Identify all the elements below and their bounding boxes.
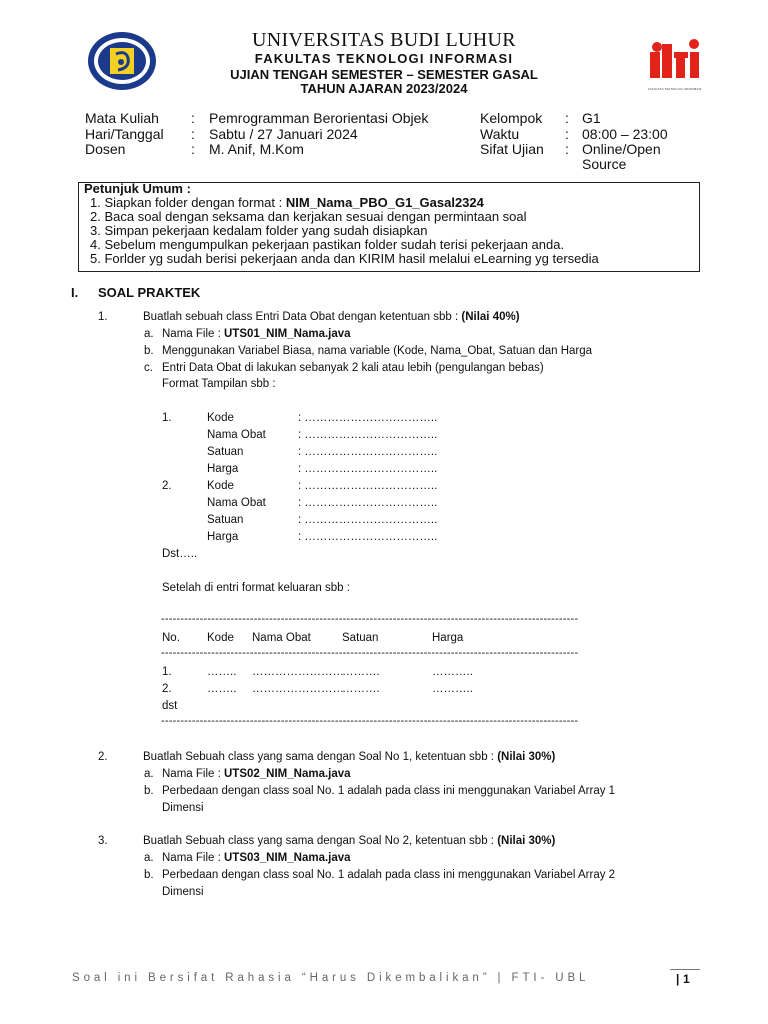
entry-field-fill: : …………………………….. <box>298 480 438 492</box>
table-cell: …………………… <box>252 666 344 678</box>
q3-b-text-cont: Dimensi <box>162 886 204 898</box>
instruction-text: Forlder yg sudah berisi pekerjaan anda dan KIRIM hasil melalui eLearning yg tersedia <box>104 251 599 266</box>
info-value: Pemrogramman Berorientasi Objek <box>209 110 429 126</box>
output-label: Setelah di entri format keluaran sbb : <box>162 582 350 594</box>
q1-a-label: a. <box>144 328 154 340</box>
info-label: Sifat Ujian <box>480 141 544 157</box>
q1-filename: UTS01_NIM_Nama.java <box>224 328 351 340</box>
table-header: Nama Obat <box>252 632 311 644</box>
info-value: M. Anif, M.Kom <box>209 141 304 157</box>
faculty-name: FAKULTAS TEKNOLOGI INFORMASI <box>254 51 514 66</box>
info-colon: : <box>565 141 569 157</box>
q3-filename: UTS03_NIM_Nama.java <box>224 852 351 864</box>
instruction-item <box>90 252 599 266</box>
section-title: SOAL PRAKTEK <box>98 285 201 300</box>
q1-b-label: b. <box>144 345 154 357</box>
q1-score: (Nilai 40%) <box>461 311 520 323</box>
footer-page-sep: | <box>676 972 680 986</box>
info-colon: : <box>565 126 569 142</box>
instruction-item <box>90 210 527 224</box>
q2-filename: UTS02_NIM_Nama.java <box>224 768 351 780</box>
entry-field-label: Satuan <box>207 446 244 458</box>
info-label: Waktu <box>480 126 520 142</box>
instruction-num: 4. <box>90 237 101 252</box>
instruction-item <box>90 224 428 238</box>
entry-field-label: Satuan <box>207 514 244 526</box>
q2-b-text: Perbedaan dengan class soal No. 1 adalah pada class ini menggunakan Variabel Array 1 <box>162 785 616 797</box>
info-label: Kelompok <box>480 110 543 126</box>
table-rule: ------------------------------------------------------------------------------------------------------------ <box>161 647 579 659</box>
q3-a-text: Nama File : UTS03_NIM_Nama.java <box>162 852 351 864</box>
entry-field-label: Nama Obat <box>207 429 266 441</box>
q2-a-label: a. <box>144 768 154 780</box>
info-colon: : <box>565 110 569 126</box>
table-cell: ……….. <box>432 683 473 695</box>
fti-logo-caption: FAKULTAS TEKNOLOGI INFORMASI <box>648 87 702 91</box>
q3-b-text: Perbedaan dengan class soal No. 1 adalah pada class ini menggunakan Variabel Array 2 <box>162 869 616 881</box>
entry-field-fill: : …………………………….. <box>298 463 438 475</box>
entry-field-fill: : …………………………….. <box>298 412 438 424</box>
table-rule: ------------------------------------------------------------------------------------------------------------ <box>161 715 579 727</box>
university-name: UNIVERSITAS BUDI LUHUR <box>252 29 516 51</box>
info-label: Hari/Tanggal <box>85 126 164 142</box>
q1-a-text: Nama File : UTS01_NIM_Nama.java <box>162 328 351 340</box>
table-cell: ………. <box>342 683 380 695</box>
table-header: No. <box>162 632 180 644</box>
instruction-text: Simpan pekerjaan kedalam folder yang sudah disiapkan <box>104 223 428 238</box>
instruction-item <box>90 238 564 252</box>
instruction-num: 1. <box>90 195 101 210</box>
instruction-num: 5. <box>90 251 101 266</box>
footer-text: Soal ini Bersifat Rahasia “Harus Dikembalikan” | FTI- UBL <box>72 972 590 984</box>
footer-rule <box>670 969 700 970</box>
q2-number: 2. <box>98 751 108 763</box>
q2-a-text: Nama File : UTS02_NIM_Nama.java <box>162 768 351 780</box>
instruction-num: 2. <box>90 209 101 224</box>
entry-field-label: Kode <box>207 480 234 492</box>
q3-a-label: a. <box>144 852 154 864</box>
academic-year: TAHUN AJARAN 2023/2024 <box>300 81 468 96</box>
info-colon: : <box>191 126 195 142</box>
table-cell: 2. <box>162 683 172 695</box>
table-header: Harga <box>432 632 464 644</box>
q2-text: Buatlah Sebuah class yang sama dengan Soal No 1, ketentuan sbb : (Nilai 30%) <box>143 751 556 763</box>
table-cell: …….. <box>207 683 237 695</box>
entry-field-fill: : …………………………….. <box>298 514 438 526</box>
instruction-num: 3. <box>90 223 101 238</box>
q1-c-text: Entri Data Obat di lakukan sebanyak 2 kali atau lebih (pengulangan bebas) <box>162 362 544 374</box>
table-cell: 1. <box>162 666 172 678</box>
q2-b-label: b. <box>144 785 154 797</box>
info-value: Online/Open <box>582 141 661 157</box>
info-colon: : <box>191 110 195 126</box>
entry-field-fill: : …………………………….. <box>298 531 438 543</box>
table-header: Satuan <box>342 632 379 644</box>
table-dst: dst <box>162 700 178 712</box>
entry-number: 1. <box>162 412 172 424</box>
instruction-text: Sebelum mengumpulkan pekerjaan pastikan folder sudah terisi pekerjaan anda. <box>104 237 565 252</box>
entry-field-fill: : …………………………….. <box>298 497 438 509</box>
table-rule: ------------------------------------------------------------------------------------------------------------ <box>161 613 579 625</box>
q1-format-label: Format Tampilan sbb : <box>162 378 276 390</box>
entry-field-fill: : …………………………….. <box>298 429 438 441</box>
q1-number: 1. <box>98 311 108 323</box>
entry-field-fill: : …………………………….. <box>298 446 438 458</box>
entry-field-label: Harga <box>207 531 239 543</box>
info-colon: : <box>191 141 195 157</box>
table-cell: …….. <box>207 666 237 678</box>
table-cell: ……….. <box>432 666 473 678</box>
entry-field-label: Kode <box>207 412 234 424</box>
table-header: Kode <box>207 632 234 644</box>
info-value: Sabtu / 27 Januari 2024 <box>209 126 358 142</box>
instruction-text: Siapkan folder dengan format : <box>104 195 286 210</box>
section-number: I. <box>71 285 79 300</box>
q1-text: Buatlah sebuah class Entri Data Obat dengan ketentuan sbb : (Nilai 40%) <box>143 311 520 323</box>
q1-b-text: Menggunakan Variabel Biasa, nama variable (Kode, Nama_Obat, Satuan dan Harga <box>162 345 593 357</box>
info-label: Mata Kuliah <box>85 110 159 126</box>
folder-format: NIM_Nama_PBO_G1_Gasal2324 <box>285 195 484 210</box>
info-value: Source <box>582 156 627 172</box>
q1-c-label: c. <box>144 362 153 374</box>
entry-dst: Dst….. <box>162 548 198 560</box>
footer-page-number: 1 <box>683 972 690 986</box>
instructions-title: Petunjuk Umum : <box>84 181 191 196</box>
exam-title: UJIAN TENGAH SEMESTER – SEMESTER GASAL <box>230 67 538 82</box>
q2-b-text-cont: Dimensi <box>162 802 204 814</box>
q3-text: Buatlah Sebuah class yang sama dengan Soal No 2, ketentuan sbb : (Nilai 30%) <box>143 835 556 847</box>
table-cell: ………. <box>342 666 380 678</box>
entry-field-label: Nama Obat <box>207 497 266 509</box>
q3-b-label: b. <box>144 869 154 881</box>
instruction-item <box>90 196 484 210</box>
q3-score: (Nilai 30%) <box>497 835 556 847</box>
entry-field-label: Harga <box>207 463 239 475</box>
info-value: 08:00 – 23:00 <box>582 126 668 142</box>
info-value: G1 <box>582 110 601 126</box>
q3-number: 3. <box>98 835 108 847</box>
q2-score: (Nilai 30%) <box>497 751 556 763</box>
instruction-text: Baca soal dengan seksama dan kerjakan sesuai dengan permintaan soal <box>104 209 527 224</box>
table-cell: …………………… <box>252 683 344 695</box>
info-label: Dosen <box>85 141 126 157</box>
entry-number: 2. <box>162 480 172 492</box>
